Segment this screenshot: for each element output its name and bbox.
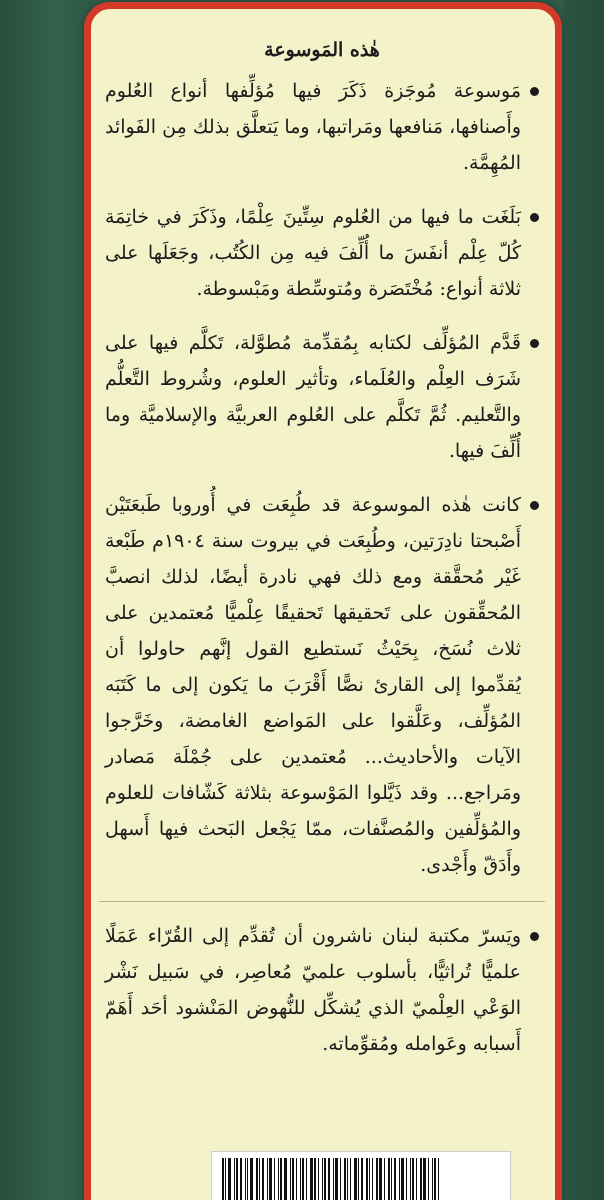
barcode-bar <box>267 1158 268 1200</box>
barcode-bar <box>290 1158 291 1200</box>
barcode-bar <box>292 1158 294 1200</box>
barcode-bar <box>314 1158 316 1200</box>
barcode-icon <box>211 1151 511 1200</box>
section-divider <box>99 901 545 902</box>
bullet-dot-icon <box>530 501 539 510</box>
barcode-bar <box>384 1158 385 1200</box>
barcode-bar <box>245 1158 246 1200</box>
barcode-bar <box>328 1158 330 1200</box>
barcode-bar <box>361 1158 363 1200</box>
bullet-dot-icon <box>530 932 539 941</box>
bullet-item-editions <box>105 487 539 883</box>
barcode-bar <box>379 1158 382 1200</box>
barcode-bar <box>225 1158 226 1200</box>
barcode-bar <box>222 1158 224 1200</box>
barcode-bar <box>274 1158 275 1200</box>
barcode-bar <box>335 1158 338 1200</box>
bullet-item-summary <box>105 73 539 181</box>
label-content <box>105 39 539 1080</box>
barcode-bar <box>236 1158 238 1200</box>
barcode-bar <box>350 1158 351 1200</box>
barcode-bar <box>278 1158 279 1200</box>
barcode-bar <box>250 1158 253 1200</box>
bullet-text: قَدَّم المُؤلِّف لكتابه بِمُقدِّمة مُطوَّلة، تَكلَّم فيها على شَرَف العِلْم والعُلَماء، وتأثير العلوم، وشُروط التَّعلُّم والتَّعليم. ثُمَّ تَكلَّم على العُلوم العربيَّة والإسلاميَّة وما أُلِّفَ فيها. <box>105 332 521 462</box>
barcode-bar <box>259 1158 260 1200</box>
barcode-bar <box>401 1158 404 1200</box>
barcode-bar <box>318 1158 319 1200</box>
bullet-text: ويَسرّ مكتبة لبنان ناشرون أن تُقدِّم إلى القُرّاء عَمَلًا علميًّا تُراثيًّا، بأسلوب علميّ مُعاصِر، في سَبيل نَشْر الوَعْي العِلْميّ الذي يُشكِّل للنُّهوض المَنْشود أحَد أَهَمّ أَسبابه وعَوامله ومُقوِّماته. <box>105 925 521 1055</box>
barcode-bar <box>434 1158 436 1200</box>
barcode-bar <box>372 1158 373 1200</box>
barcode-bar <box>306 1158 307 1200</box>
barcode-bar <box>234 1158 235 1200</box>
barcode-bar <box>247 1158 248 1200</box>
book-cover-right <box>564 0 604 1200</box>
barcode-bar <box>399 1158 400 1200</box>
bullet-text: كانت هٰذه الموسوعة قد طُبِعَت في أُوروبا طَبعَتَيْن أَصْبحتا نادِرَتين، وطُبِعَت في بيروت سنة ١٩٠٤م طَبْعة غَيْر مُحقَّقة ومع ذلك فهي نادرة أيضًا، لذلك انصبَّ المُحقِّقون على تَحقيقها تَحقيقًا عِلْميًّا مُعتمدين على ثلاث نُسَخ، بِحَيْثُ نَستطيع القول إنَّهم حاولوا أن يُقدِّموا إلى القارئ نصًّا أَقْرَبَ ما يَكون إلى ما كَتَبَه المُؤلِّف، وعَلَّقوا على المَواضع الغامضة، وخَرَّجوا الآيات والأحاديث... مُعتمدين على جُمْلَة مَصادر ومَراجع... وقد ذَيَّلوا المَوْسوعة بثلاثة كَشّافات للعلوم والمُؤلِّفين والمُصنَّفات، ممّا يَجْعل البَحث فيها أَسهل وأَدَقّ وأَجْدى. <box>105 494 521 876</box>
barcode-bar <box>410 1158 411 1200</box>
barcode-bar <box>428 1158 429 1200</box>
barcode-bar <box>284 1158 287 1200</box>
bullet-text: مَوسوعة مُوجَزة ذَكَرَ فيها مُؤلِّفها أنواع العُلوم وأَصنافها، مَنافعها ومَراتبها، وما يَتعلَّق بذلك مِن الفَوائد المُهِمَّة. <box>105 80 521 174</box>
barcode-bar <box>333 1158 334 1200</box>
bullet-list <box>105 73 539 1062</box>
label-heading: هٰذه المَوسوعة <box>264 39 380 61</box>
back-cover-label <box>84 2 562 1200</box>
barcode-bar <box>369 1158 370 1200</box>
barcode-bar <box>358 1158 359 1200</box>
bullet-item-sixty-sciences <box>105 199 539 307</box>
bullet-dot-icon <box>530 87 539 96</box>
barcode-bar <box>420 1158 422 1200</box>
barcode-bar <box>438 1158 439 1200</box>
barcode-bar <box>322 1158 323 1200</box>
barcode-bar <box>394 1158 396 1200</box>
bullet-item-introduction <box>105 325 539 469</box>
barcode-bar <box>302 1158 304 1200</box>
barcode-bar <box>388 1158 390 1200</box>
barcode-bar <box>432 1158 433 1200</box>
barcode-bar <box>324 1158 326 1200</box>
barcode-bar <box>354 1158 357 1200</box>
bullet-item-publisher <box>105 918 539 1062</box>
barcode-bar <box>340 1158 341 1200</box>
bullet-dot-icon <box>530 339 539 348</box>
barcode-bar <box>269 1158 272 1200</box>
barcode-bar <box>228 1158 231 1200</box>
barcode-bar <box>366 1158 368 1200</box>
barcode-bar <box>406 1158 407 1200</box>
barcode-bar <box>280 1158 282 1200</box>
barcode-bar <box>256 1158 258 1200</box>
barcode-bar <box>310 1158 313 1200</box>
book-cover-left <box>0 0 92 1200</box>
barcode-bar <box>344 1158 346 1200</box>
barcode-bar <box>376 1158 378 1200</box>
barcode-bar <box>347 1158 348 1200</box>
barcode-bar <box>300 1158 301 1200</box>
barcode-bar <box>423 1158 426 1200</box>
barcode-bar <box>391 1158 392 1200</box>
bullet-dot-icon <box>530 213 539 222</box>
barcode-bar <box>262 1158 264 1200</box>
barcode-bar <box>412 1158 414 1200</box>
bullet-text: بَلَغَت ما فيها من العُلوم سِتِّينَ عِلْمًا، وذَكَرَ في خاتِمَة كُلّ عِلْم أنفَسَ ما أُلِّفَ فيه مِن الكُتُب، وجَعَلَها على ثلاثة أنواع: مُخْتَصَرة ومُتوسِّطة ومَبْسوطة. <box>105 206 521 300</box>
barcode-bar <box>416 1158 417 1200</box>
barcode-bar <box>296 1158 297 1200</box>
barcode-bar <box>240 1158 242 1200</box>
